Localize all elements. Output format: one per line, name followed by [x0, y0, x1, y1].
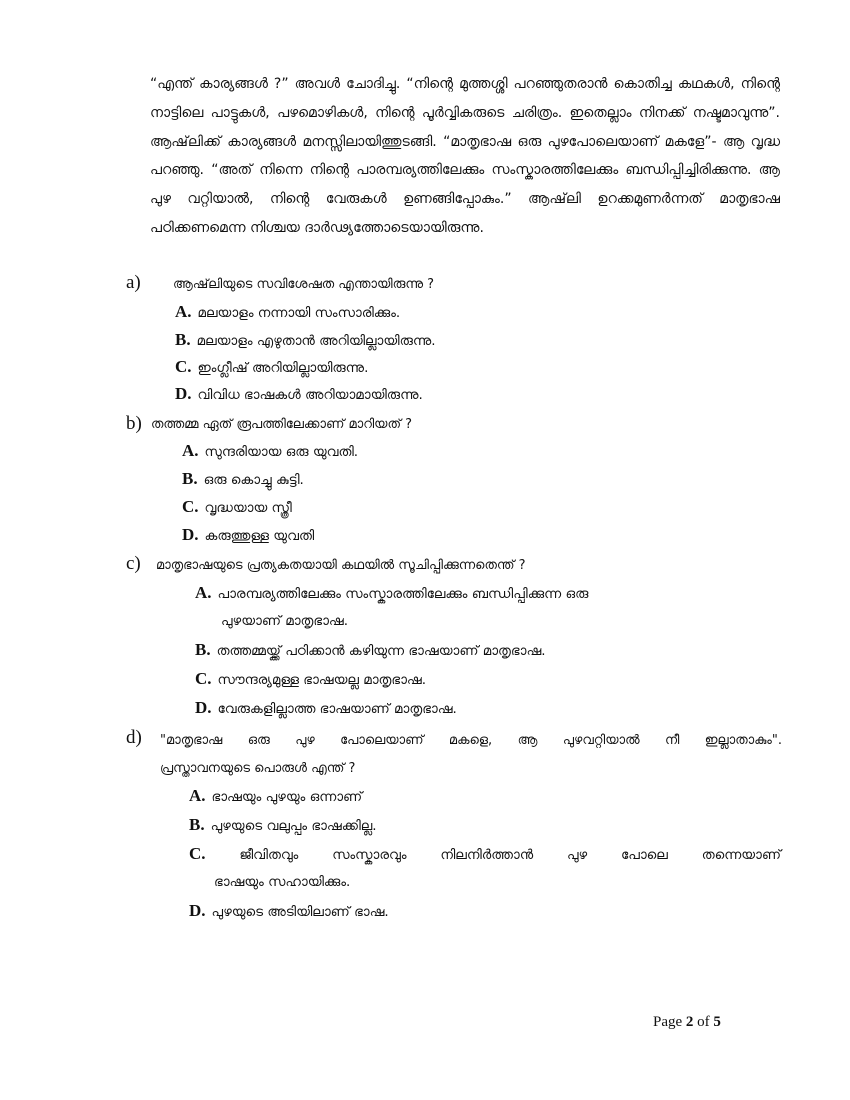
option-text: മലയാളം എഴുതാൻ അറിയില്ലായിരുന്നു. — [196, 333, 436, 349]
question-d-label: d) — [126, 727, 142, 748]
page-total: 5 — [713, 1014, 721, 1030]
question-c-option-a — [195, 583, 588, 603]
question-d-option-a — [189, 786, 362, 806]
page-of: of — [693, 1014, 714, 1030]
option-text: ഇംഗ്ലീഷ് അറിയില്ലായിരുന്നു. — [197, 360, 369, 376]
option-text: വിവിധ ഭാഷകൾ അറിയാമായിരുന്നു. — [197, 387, 423, 403]
option-letter: D. — [195, 698, 212, 717]
question-b-option-b — [182, 469, 304, 489]
question-d-text-line2: പ്രസ്താവനയുടെ പൊരുൾ എന്ത് ? — [160, 761, 356, 776]
question-d-option-b — [189, 815, 377, 835]
option-letter: C. — [175, 357, 192, 376]
option-letter: B. — [189, 815, 205, 834]
question-b-label: b) — [126, 413, 142, 434]
option-text: സുന്ദരിയായ ഒരു യുവതി. — [204, 444, 359, 460]
question-a-option-c — [175, 357, 368, 377]
question-b-text: തത്തമ്മ ഏത് രൂപത്തിലേക്കാണ് മാറിയത് ? — [151, 417, 413, 432]
page-current: 2 — [685, 1014, 694, 1030]
question-c-option-d — [195, 698, 457, 718]
option-text: ഭാഷയും പുഴയും ഒന്നാണ് — [211, 789, 363, 805]
question-c-label: c) — [126, 553, 141, 574]
option-text: സൗന്ദര്യമുള്ള ഭാഷയല്ല മാതൃഭാഷ. — [217, 672, 427, 688]
question-a-option-d — [175, 384, 423, 404]
option-letter: A. — [175, 302, 192, 321]
question-d-option-c-continued: ഭാഷയും സഹായിക്കും. — [214, 874, 351, 890]
option-letter: A. — [195, 583, 212, 602]
option-letter: A. — [182, 441, 199, 460]
question-b-option-d — [182, 525, 314, 545]
option-text: പുഴയുടെ അടിയിലാണ് ഭാഷ. — [211, 904, 389, 920]
question-d-option-c — [189, 844, 781, 864]
option-letter: C. — [189, 844, 206, 863]
question-c-option-b — [195, 640, 546, 660]
option-letter: B. — [175, 330, 191, 349]
option-letter: D. — [175, 384, 192, 403]
question-d-option-d — [189, 901, 389, 921]
option-letter: C. — [182, 497, 199, 516]
question-a-text: ആഷ്‌ലിയുടെ സവിശേഷത എന്തായിരുന്നു ? — [173, 277, 435, 292]
page-prefix: Page — [653, 1014, 686, 1030]
option-letter: B. — [182, 469, 198, 488]
option-letter: D. — [182, 525, 199, 544]
option-text: പുഴയുടെ വലുപ്പം ഭാഷക്കില്ല. — [210, 818, 377, 834]
option-letter: C. — [195, 669, 212, 688]
question-c-text: മാതൃഭാഷയുടെ പ്രത്യകതയായി കഥയിൽ സൂചിപ്പിക്കുന്നതെന്ത് ? — [156, 558, 526, 573]
question-d-text: "മാതൃഭാഷ ഒരു പുഴ പോലെയാണ് മകളെ, ആ പുഴവറ്റിയാൽ നീ ഇല്ലാതാകും". — [160, 733, 782, 748]
option-text: ഒരു കൊച്ചു കുട്ടി. — [203, 472, 304, 488]
question-b-option-c — [182, 497, 292, 517]
option-letter: B. — [195, 640, 211, 659]
question-a-option-b — [175, 330, 436, 350]
option-text: വൃദ്ധയായ സ്ത്രീ — [204, 500, 292, 516]
option-text: ജീവിതവും സംസ്കാരവും നിലനിർത്താൻ പുഴ പോലെ തന്നെയാണ് — [239, 847, 782, 863]
option-letter: D. — [189, 901, 206, 920]
option-letter: A. — [189, 786, 206, 805]
question-a-option-a — [175, 302, 400, 322]
option-text: മലയാളം നന്നായി സംസാരിക്കും. — [197, 305, 401, 321]
page-number — [653, 1014, 721, 1031]
option-text: പാരമ്പര്യത്തിലേക്കും സംസ്കാരത്തിലേക്കും ബന്ധിപ്പിക്കുന്ന ഒരു — [217, 586, 589, 602]
option-text: വേരുകളില്ലാത്ത ഭാഷയാണ് മാതൃഭാഷ. — [217, 701, 457, 717]
option-text: തത്തമ്മയ്ക്ക് പഠിക്കാൻ കഴിയുന്ന ഭാഷയാണ് മാതൃഭാഷ. — [216, 643, 546, 659]
option-text: കരുത്തുള്ള യുവതി — [204, 528, 315, 544]
question-a-label: a) — [126, 272, 141, 293]
question-c-option-a-continued: പുഴയാണ് മാതൃഭാഷ. — [221, 613, 349, 629]
passage-paragraph: “എന്ത് കാര്യങ്ങൾ ?” അവൾ ചോദിച്ചു. “നിന്റെ മുത്തശ്ശി പറഞ്ഞുതരാൻ കൊതിച്ച കഥകൾ, നിന്റെ നാട്ടിലെ പാട്ടുകൾ, പഴമൊഴികൾ, നിന്റെ പൂർവ്വികരുടെ ചരിത്രം. ഇതെല്ലാം നിനക്ക് നഷ്ടമാവുന്നു”. ആഷ്‌ലിക്ക് കാര്യങ്ങൾ മനസ്സിലായിത്തുടങ്ങി. “മാതൃഭാഷ ഒരു പുഴപോലെയാണ് മകളേ”- ആ വൃദ്ധ പറഞ്ഞു. “അത് നിന്നെ നിന്റെ പാരമ്പര്യത്തിലേക്കും സംസ്കാരത്തിലേക്കും ബന്ധിപ്പിച്ചിരിക്കുന്നു. ആ പുഴ വറ്റിയാൽ, നിന്റെ വേരുകൾ ഉണങ്ങിപ്പോകും.” ആഷ്‌ലി ഉറക്കമുണർന്നത് മാതൃഭാഷ പഠിക്കണമെന്ന നിശ്ചയ ദാർഢ്യത്തോടെയായിരുന്നു. — [150, 76, 780, 236]
question-b-option-a — [182, 441, 358, 461]
question-c-option-c — [195, 669, 426, 689]
